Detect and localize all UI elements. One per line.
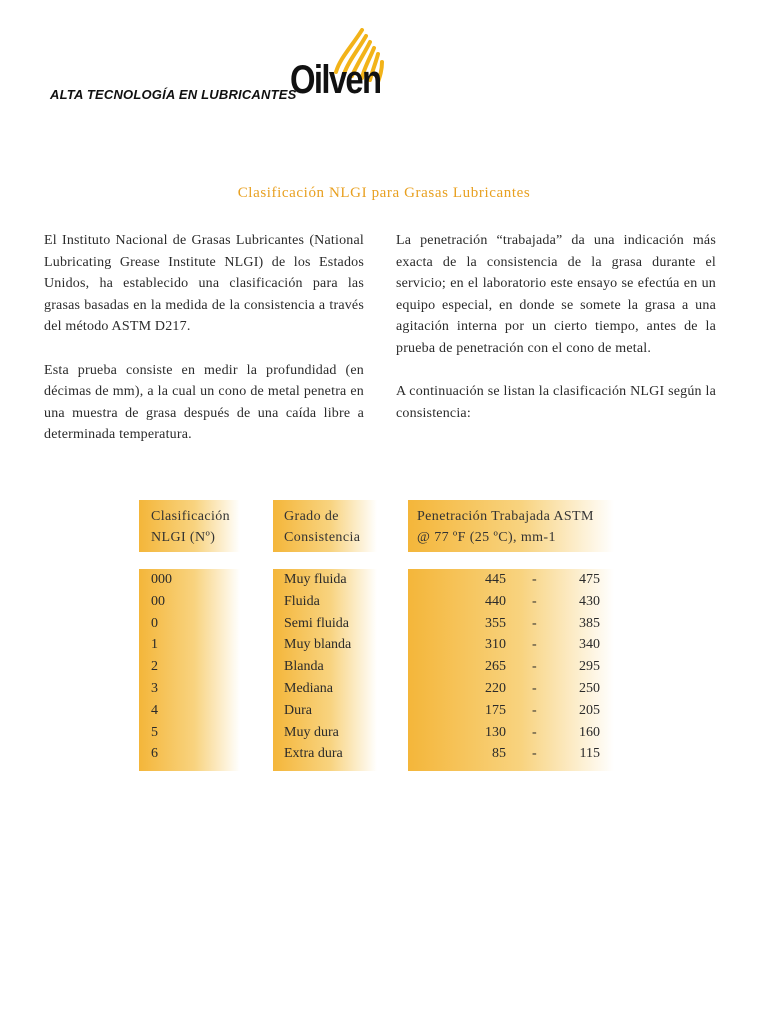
penetration-to: 160 — [579, 724, 600, 740]
penetration-to: 475 — [579, 572, 600, 587]
table-cell-grade: Muy blanda — [284, 637, 352, 653]
penetration-to: 250 — [579, 680, 600, 696]
range-dash: - — [532, 659, 537, 675]
left-column — [44, 230, 364, 468]
range-dash: - — [532, 593, 537, 609]
penetration-from: 445 — [485, 572, 506, 587]
penetration-to: 205 — [579, 702, 600, 718]
table-cell-nlgi: 2 — [151, 659, 158, 675]
penetration-to: 385 — [579, 615, 600, 631]
table-row — [408, 613, 608, 635]
table-cell-grade: Blanda — [284, 659, 324, 675]
range-dash: - — [532, 680, 537, 696]
brand-logo: Oilven — [290, 58, 381, 102]
range-dash: - — [532, 724, 537, 740]
penetration-from: 85 — [492, 746, 506, 762]
table-cell-nlgi: 6 — [151, 746, 158, 762]
table-cell-grade: Muy fluida — [284, 572, 347, 587]
paragraph: La penetración “trabajada” da una indicación más exacta de la consistencia de la grasa durante el servicio; en el laboratorio este ensayo se efectúa en un equipo especial, en donde se somete la grasa a una agitación interna por un cierto tiempo, antes de la prueba de penetración con el cono de metal. — [396, 233, 716, 356]
header-penetration: Penetración Trabajada ASTM @ 77 ºF (25 ºC), mm-1 — [417, 509, 594, 545]
company-tagline: ALTA TECNOLOGÍA EN LUBRICANTES — [50, 87, 297, 102]
table-cell-grade: Semi fluida — [284, 615, 349, 631]
column-grade — [284, 569, 351, 765]
table-row — [408, 634, 608, 656]
table-row — [408, 656, 608, 678]
range-dash: - — [532, 702, 537, 718]
table-cell-grade: Fluida — [284, 593, 320, 609]
penetration-from: 440 — [485, 593, 506, 609]
range-dash: - — [532, 572, 537, 587]
penetration-from: 130 — [485, 724, 506, 740]
range-dash: - — [532, 615, 537, 631]
table-cell-nlgi: 4 — [151, 702, 158, 718]
column-penetration — [408, 569, 608, 765]
paragraph: El Instituto Nacional de Grasas Lubricantes (National Lubricating Grease Institute NLGI) de los Estados Unidos, ha establecido una clasificación para las grasas basadas en la medida de la consistencia a través del método ASTM D217. — [44, 233, 364, 335]
header-grade: Grado de Consistencia — [284, 509, 361, 545]
penetration-from: 175 — [485, 702, 506, 718]
penetration-from: 265 — [485, 659, 506, 675]
penetration-from: 355 — [485, 615, 506, 631]
table-cell-grade: Muy dura — [284, 724, 339, 740]
table-cell-grade: Extra dura — [284, 746, 343, 762]
table-row — [408, 569, 608, 591]
column-nlgi — [151, 569, 172, 765]
table-row — [408, 700, 608, 722]
penetration-to: 340 — [579, 637, 600, 653]
table-cell-grade: Mediana — [284, 680, 333, 696]
table-cell-nlgi: 1 — [151, 637, 158, 653]
range-dash: - — [532, 746, 537, 762]
table-cell-nlgi: 00 — [151, 593, 165, 609]
table-cell-nlgi: 3 — [151, 680, 158, 696]
penetration-to: 115 — [579, 746, 600, 762]
page-title: Clasificación NLGI para Grasas Lubricantes — [237, 185, 531, 201]
table-cell-nlgi: 000 — [151, 572, 172, 587]
table-row — [408, 722, 608, 744]
range-dash: - — [532, 637, 537, 653]
paragraph: Esta prueba consiste en medir la profundidad (en décimas de mm), a la cual un cono de metal penetra en una muestra de grasa después de una caída libre a determinada temperatura. — [44, 362, 364, 443]
page-header — [0, 0, 768, 130]
penetration-to: 295 — [579, 659, 600, 675]
right-column — [396, 230, 716, 446]
table-row — [408, 678, 608, 700]
nlgi-table — [0, 500, 768, 780]
table-cell-grade: Dura — [284, 702, 312, 718]
table-row — [408, 743, 608, 765]
table-cell-nlgi: 0 — [151, 615, 158, 631]
penetration-from: 310 — [485, 637, 506, 653]
table-row — [408, 591, 608, 613]
penetration-to: 430 — [579, 593, 600, 609]
paragraph: A continuación se listan la clasificación NLGI según la consistencia: — [396, 384, 716, 421]
header-classification: Clasificación NLGI (Nº) — [151, 509, 231, 545]
penetration-from: 220 — [485, 680, 506, 696]
table-cell-nlgi: 5 — [151, 724, 158, 740]
